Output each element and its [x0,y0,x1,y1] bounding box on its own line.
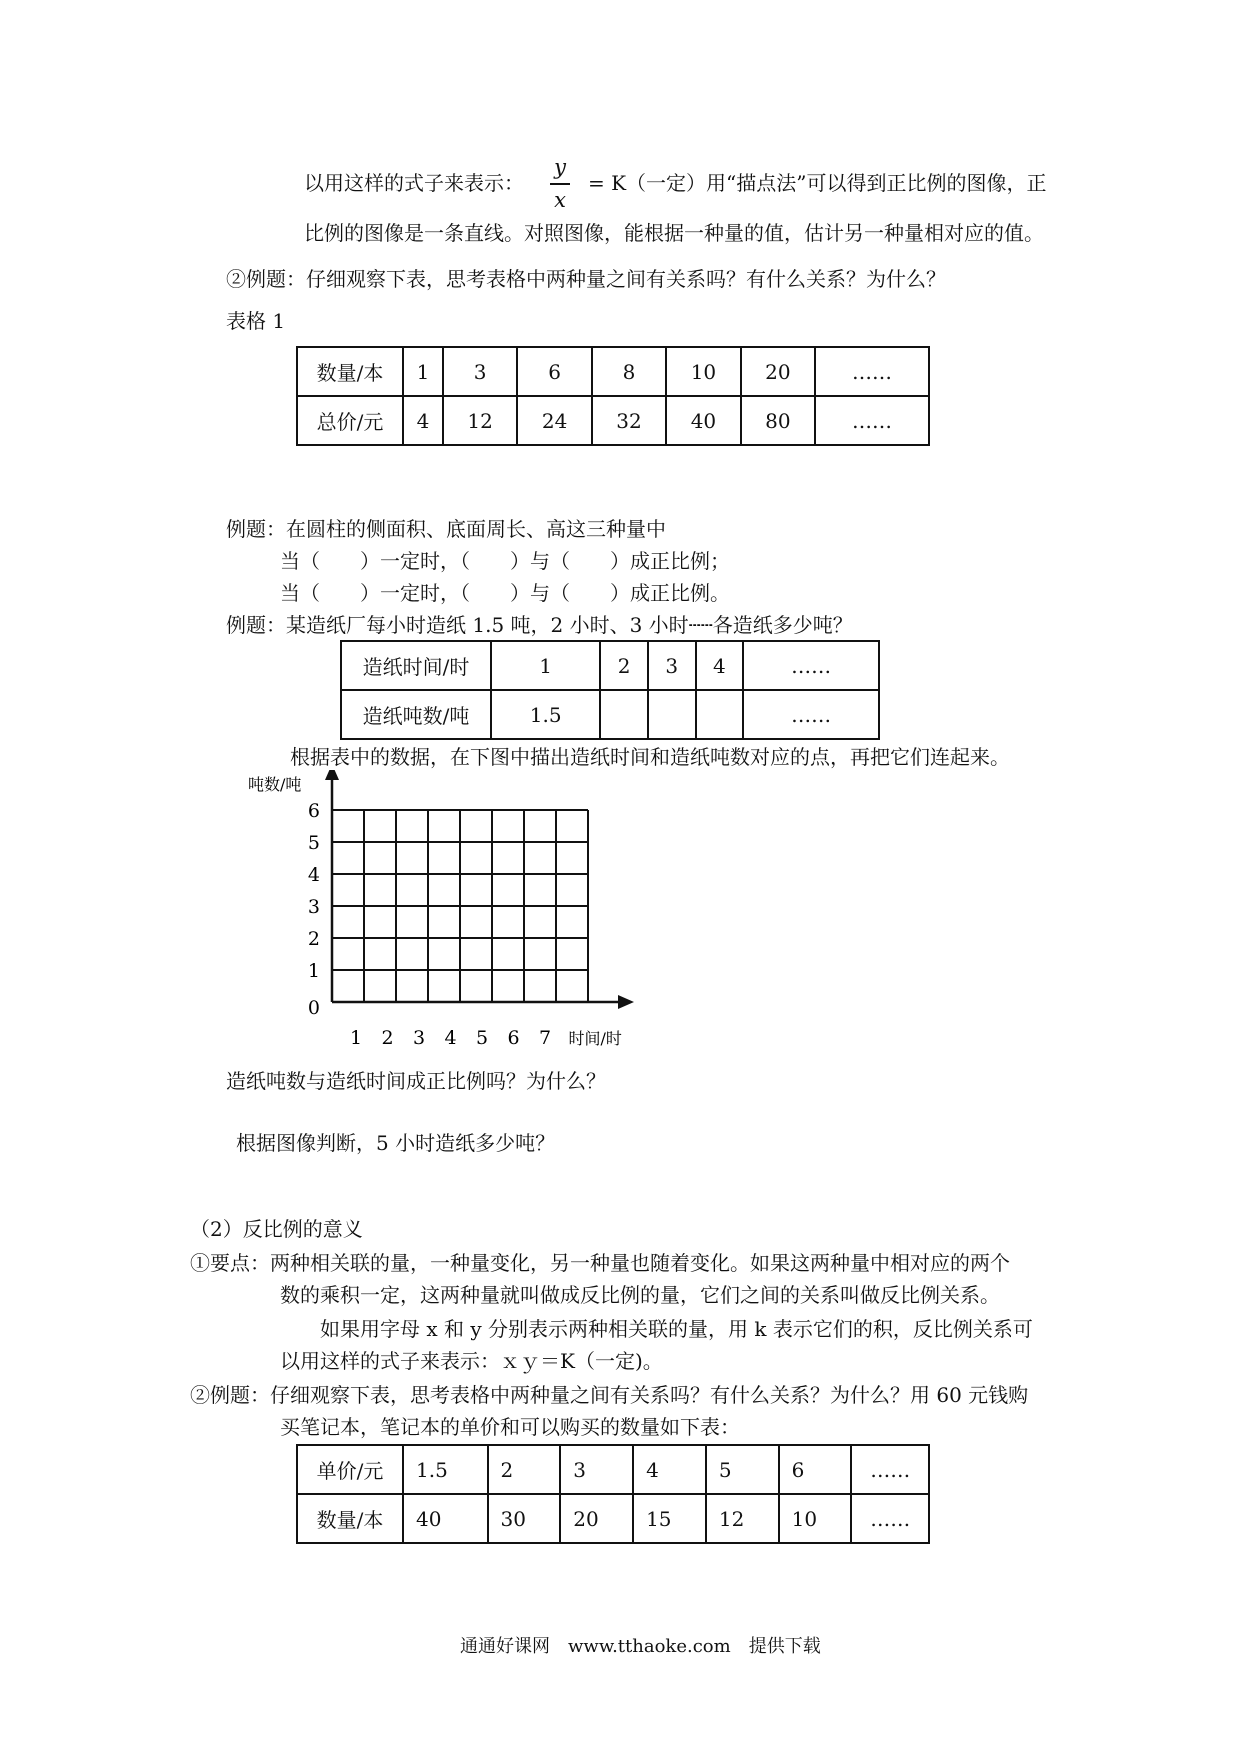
y-tick-label: 0 [307,997,320,1019]
table-cell: 2 [600,641,648,690]
graph-description-line: 比例的图像是一条直线。对照图像，能根据一种量的值，估计另一种量相对应的值。 [304,221,1044,245]
table-cell: 数量/本 [297,1494,403,1543]
formula-line-prefix: 以用这样的式子来表示： [304,171,524,195]
table-cell: 15 [633,1494,706,1543]
x-axis-arrow-icon [618,995,634,1009]
table-row [297,1445,929,1494]
formula-line-intro [304,170,524,196]
table-cell: 4 [696,641,744,690]
table-cell: …… [851,1445,929,1494]
plot-instruction: 根据表中的数据，在下图中描出造纸时间和造纸吨数对应的点，再把它们连起来。 [290,745,1010,769]
table-paper-production [340,640,880,740]
table-cell: 2 [488,1445,561,1494]
cylinder-blank-line-2: 当（ ）一定时，（ ）与（ ）成正比例。 [280,581,730,605]
fraction-bar [550,183,570,185]
table-cell: 24 [517,396,591,445]
table-quantity-price [296,346,930,446]
paper-factory-question: 例题：某造纸厂每小时造纸 1.5 吨，2 小时、3 小时┄┄各造纸多少吨？ [226,613,853,637]
question-five-hours: 根据图像判断，5 小时造纸多少吨？ [236,1131,556,1155]
table-cell: 3 [648,641,696,690]
table-cell: 4 [403,396,443,445]
inverse-key-line-2: 数的乘积一定，这两种量就叫做成反比例的量，它们之间的关系叫做反比例关系。 [280,1283,1000,1307]
table-cell: 6 [517,347,591,396]
table-cell: 80 [741,396,815,445]
x-tick-label: 4 [444,1027,457,1049]
table-cell: 1.5 [403,1445,488,1494]
table-cell: 1.5 [491,690,600,739]
table-cell: 1 [491,641,600,690]
table-row [341,690,879,739]
x-tick-label: 5 [475,1027,489,1049]
table-cell[interactable] [600,690,648,739]
table-cell: …… [743,690,879,739]
x-tick-label: 7 [538,1027,552,1049]
y-tick-label: 3 [307,896,320,918]
y-axis-arrow-icon [325,770,339,780]
cylinder-blank-line-1: 当（ ）一定时，（ ）与（ ）成正比例； [280,549,730,573]
inverse-example-line-1: ②例题：仔细观察下表，思考表格中两种量之间有关系吗？有什么关系？为什么？用 60 元钱购 [190,1383,1029,1407]
inverse-key-line-3: 如果用字母 x 和 y 分别表示两种相关联的量，用 k 表示它们的积，反比例关系可 [320,1317,1033,1341]
table-cell: …… [851,1494,929,1543]
table-price-quantity [296,1444,930,1544]
x-tick-label: 6 [507,1027,520,1049]
x-axis-label: 时间/时 [568,1029,622,1048]
table-cell: 40 [403,1494,488,1543]
fraction-denominator: x [554,188,566,212]
table-cell: 10 [666,347,740,396]
table-cell: 数量/本 [297,347,403,396]
table-cell: 6 [779,1445,852,1494]
coordinate-grid-chart[interactable] [240,770,660,1060]
table-cell: 10 [779,1494,852,1543]
table-cell[interactable] [696,690,744,739]
y-tick-label: 5 [307,832,320,854]
table-cell: 总价/元 [297,396,403,445]
table-row [297,1494,929,1543]
y-tick-label: 1 [307,960,320,982]
table-cell: 造纸吨数/吨 [341,690,491,739]
table-cell: 造纸时间/时 [341,641,491,690]
table-cell: 4 [633,1445,706,1494]
table-cell: 32 [592,396,666,445]
table-cell: 12 [706,1494,779,1543]
table-cell: …… [743,641,879,690]
example-question: ②例题：仔细观察下表，思考表格中两种量之间有关系吗？有什么关系？为什么？ [226,267,946,291]
table-cell: 5 [706,1445,779,1494]
table-cell: 20 [560,1494,633,1543]
table-cell: …… [815,396,929,445]
y-tick-label: 6 [307,800,320,822]
x-tick-label: 2 [381,1027,394,1049]
table-cell: 30 [488,1494,561,1543]
y-tick-label: 2 [307,928,320,950]
table-row [297,396,929,445]
table-row [341,641,879,690]
table-cell: 8 [592,347,666,396]
page-footer: 通通好课网 www.tthaoke.com 提供下载 [460,1636,821,1657]
table-row [297,347,929,396]
inverse-key-line-4: 以用这样的式子来表示：ｘｙ＝K（一定)。 [280,1349,663,1373]
table-cell[interactable] [648,690,696,739]
table-cell: 单价/元 [297,1445,403,1494]
y-axis-label: 吨数/吨 [248,775,302,794]
formula-line-suffix: = K（一定）用“描点法”可以得到正比例的图像，正 [588,171,1047,195]
inverse-example-line-2: 买笔记本，笔记本的单价和可以购买的数量如下表： [280,1415,740,1439]
table-cell: 20 [741,347,815,396]
table-cell: …… [815,347,929,396]
inverse-key-line-1: ①要点：两种相关联的量，一种量变化，另一种量也随着变化。如果这两种量中相对应的两个 [190,1251,1010,1275]
cylinder-example-title: 例题：在圆柱的侧面积、底面周长、高这三种量中 [226,517,666,541]
y-tick-label: 4 [307,864,320,886]
x-tick-label: 1 [349,1027,363,1049]
table-cell: 12 [443,396,517,445]
question-proportional: 造纸吨数与造纸时间成正比例吗？为什么？ [226,1069,606,1093]
table-caption: 表格 1 [226,309,286,333]
fraction-numerator: y [554,155,566,179]
table-cell: 40 [666,396,740,445]
table-cell: 3 [443,347,517,396]
x-tick-label: 3 [412,1027,426,1049]
table-cell: 3 [560,1445,633,1494]
inverse-heading: （2）反比例的意义 [190,1217,363,1241]
table-cell: 1 [403,347,443,396]
